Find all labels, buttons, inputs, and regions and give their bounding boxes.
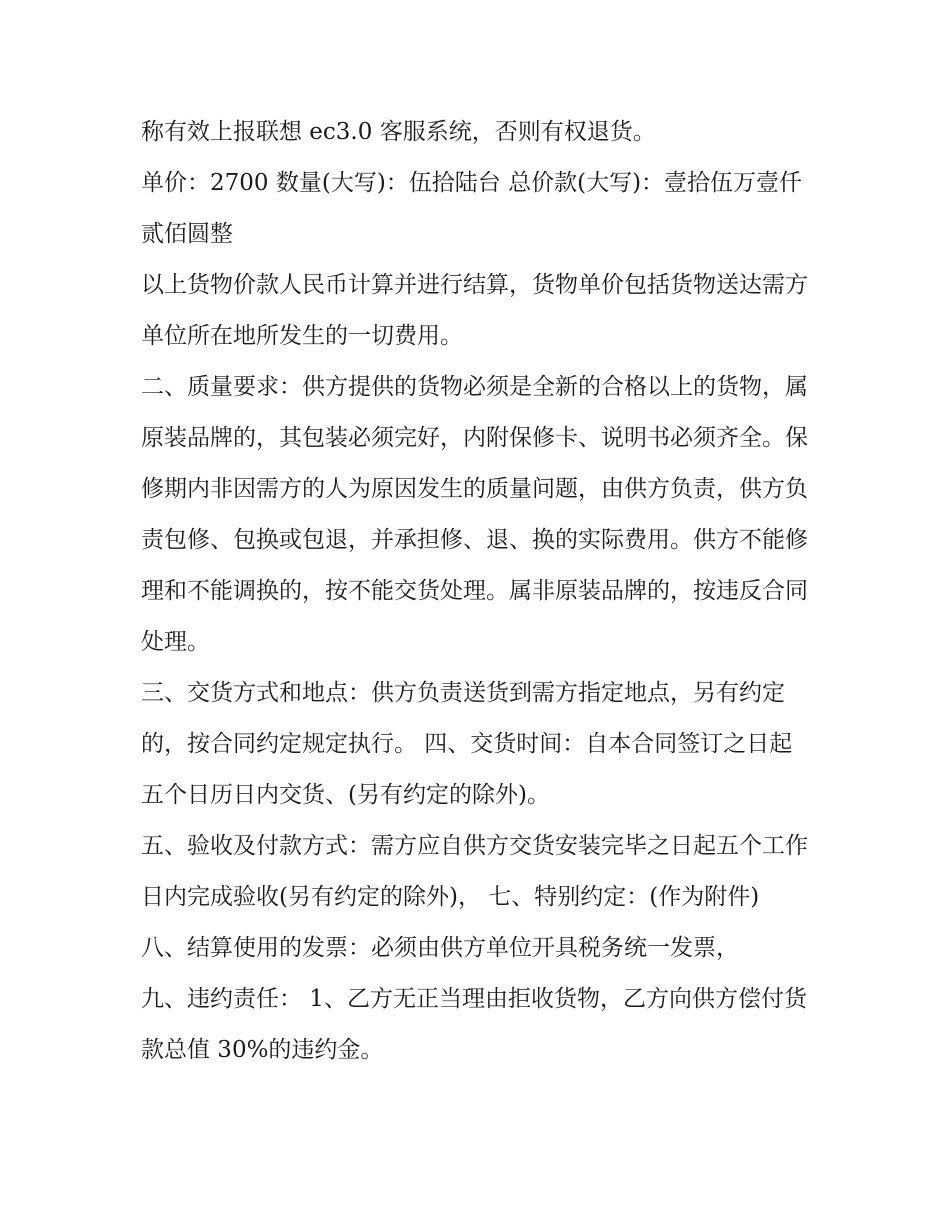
paragraph-acceptance-payment: 五、验收及付款方式：需方应自供方交货安装完毕之日起五个工作日内完成验收(另有约定的除外)， 七、特别约定：(作为附件) bbox=[141, 833, 808, 910]
paragraph-quality-requirements: 二、质量要求：供方提供的货物必须是全新的合格以上的货物，属原装品牌的，其包装必须完好，内附保修卡、说明书必须齐全。保修期内非因需方的人为原因发生的质量问题，由供方负责，供方负责包修、包换或包退，并承担修、退、换的实际费用。供方不能修理和不能调换的，按不能交货处理。属非原装品牌的，按违反合同处理。 bbox=[141, 374, 808, 655]
paragraph-settlement: 以上货物价款人民币计算并进行结算，货物单价包括货物送达需方单位所在地所发生的一切费用。 bbox=[141, 272, 808, 349]
paragraph-report-system: 称有效上报联想 ec3.0 客服系统，否则有权退货。 bbox=[141, 119, 656, 145]
paragraph-liability: 九、违约责任： 1、乙方无正当理由拒收货物，乙方向供方偿付货款总值 30%的违约金。 bbox=[141, 986, 807, 1063]
document-body bbox=[141, 107, 813, 1076]
paragraph-delivery: 三、交货方式和地点：供方负责送货到需方指定地点，另有约定的，按合同约定规定执行。 四、交货时间：自本合同签订之日起五个日历日内交货、(另有约定的除外)。 bbox=[141, 680, 793, 808]
paragraph-invoice: 八、结算使用的发票：必须由供方单位开具税务统一发票， bbox=[141, 935, 739, 961]
paragraph-unit-price: 单价：2700 数量(大写)：伍拾陆台 总价款(大写)：壹拾伍万壹仟贰佰圆整 bbox=[141, 170, 803, 247]
